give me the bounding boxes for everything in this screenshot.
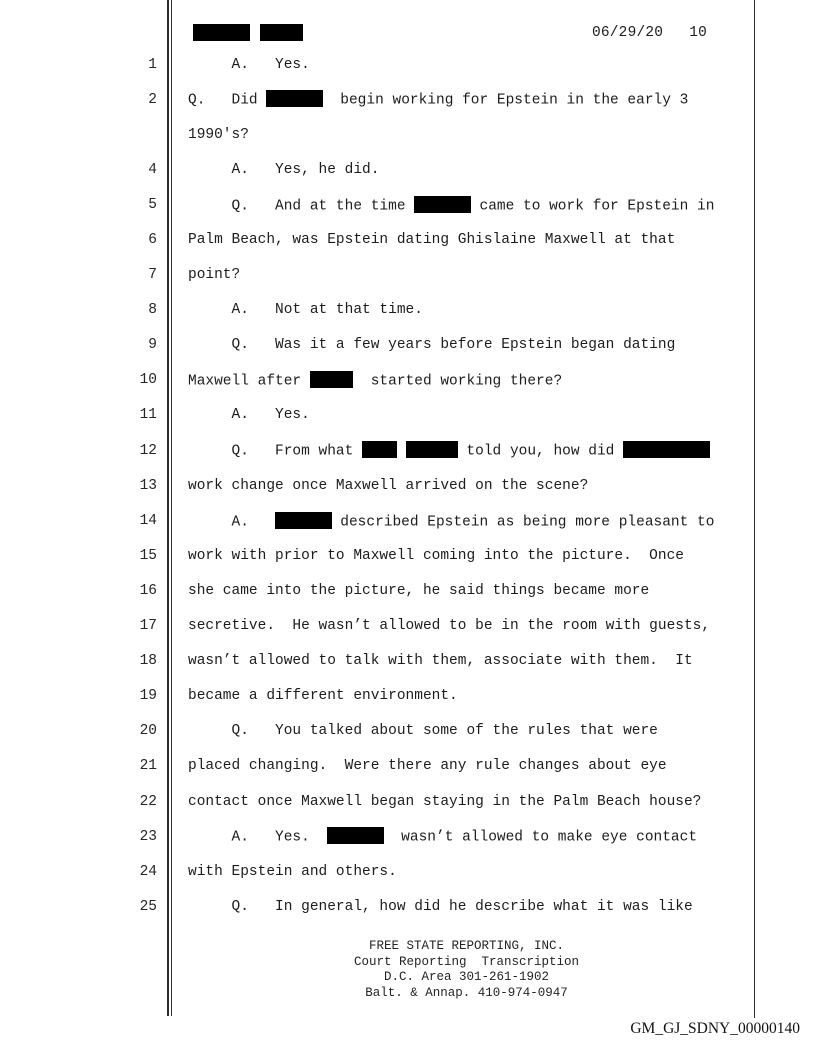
line-text: Q. You talked about some of the rules that were [188, 723, 658, 740]
line-text: contact once Maxwell began staying in the Palm Beach house? [188, 793, 702, 810]
transcript-line [0, 398, 760, 433]
transcript-line [0, 714, 760, 749]
transcript-line [0, 784, 760, 819]
line-number: 1 [148, 56, 157, 73]
line-text: work change once Maxwell arrived on the scene? [188, 477, 589, 494]
line-text: became a different environment. [188, 688, 458, 705]
line-text: wasn’t allowed to talk with them, associate with them. It [188, 653, 693, 670]
transcript-line [0, 82, 760, 117]
redaction-box [193, 24, 250, 41]
transcript-line [0, 187, 760, 222]
line-number: 24 [139, 863, 157, 880]
line-number: 9 [148, 337, 157, 354]
line-number: 19 [139, 688, 157, 705]
line-number: 22 [139, 793, 157, 810]
line-text: A. described Epstein as being more pleasant to [188, 512, 714, 531]
line-number: 20 [139, 723, 157, 740]
line-text: Palm Beach, was Epstein dating Ghislaine Maxwell at that [188, 232, 676, 249]
transcript-line [0, 222, 760, 257]
line-text: she came into the picture, he said things became more [188, 582, 650, 599]
line-number: 5 [148, 196, 157, 213]
transcript-line [0, 503, 760, 538]
line-text: 1990's? [188, 126, 249, 143]
line-number: 15 [139, 547, 157, 564]
redaction-box [310, 371, 354, 388]
line-text: point? [188, 267, 241, 284]
line-text: placed changing. Were there any rule changes about eye [188, 758, 667, 775]
transcript-line [0, 47, 760, 82]
header-date-page [592, 25, 707, 41]
line-number: 7 [148, 267, 157, 284]
redaction-box [266, 90, 323, 107]
line-text: secretive. He wasn’t allowed to be in the room with guests, [188, 618, 711, 635]
header-redactions [193, 24, 303, 41]
header-page-number: 10 [689, 24, 707, 41]
redaction-box [362, 441, 397, 458]
transcript-line [0, 293, 760, 328]
line-number: 10 [139, 372, 157, 389]
line-text: Q. Did begin working for Epstein in the early 3 [188, 90, 688, 109]
redaction-box [406, 441, 458, 458]
transcript-line [0, 573, 760, 608]
line-number: 2 [148, 91, 157, 108]
line-text: work with prior to Maxwell coming into the picture. Once [188, 547, 684, 564]
footer-line: Balt. & Annap. 410-974-0947 [365, 985, 568, 1000]
line-text: Q. And at the time came to work for Epstein in [188, 196, 714, 215]
line-number: 21 [139, 758, 157, 775]
redaction-box [275, 512, 332, 529]
redaction-box [414, 196, 471, 213]
redaction-box [327, 827, 384, 844]
transcript-line [0, 538, 760, 573]
transcript-line [0, 468, 760, 503]
line-number: 8 [148, 302, 157, 319]
line-number: 16 [139, 582, 157, 599]
line-text: Q. From what told you, how did [188, 441, 710, 460]
line-text: Maxwell after started working there? [188, 371, 562, 390]
footer-line: D.C. Area 301-261-1902 [383, 970, 550, 985]
transcript-line [0, 433, 760, 468]
redaction-box [623, 441, 710, 458]
line-number: 12 [139, 442, 157, 459]
transcript-line [0, 117, 760, 152]
transcript-line [0, 679, 760, 714]
line-number: 13 [139, 477, 157, 494]
line-text: A. Yes. [188, 56, 310, 73]
page-header [193, 23, 707, 42]
transcript-line [0, 152, 760, 187]
bates-number: GM_GJ_SDNY_00000140 [630, 1020, 800, 1037]
line-number: 18 [139, 653, 157, 670]
line-text: Q. In general, how did he describe what it was like [188, 898, 693, 915]
header-date: 06/29/20 [591, 24, 664, 41]
line-text: A. Not at that time. [188, 302, 423, 319]
line-text: with Epstein and others. [188, 863, 397, 880]
line-number: 6 [148, 232, 157, 249]
footer-line: Court Reporting Transcription [353, 954, 580, 969]
transcript-line [0, 889, 760, 924]
line-number: 17 [139, 618, 157, 635]
redaction-box [260, 24, 304, 41]
transcript-line [0, 258, 760, 293]
line-number: 11 [139, 407, 157, 424]
line-number: 23 [139, 828, 157, 845]
line-text: A. Yes. [188, 407, 310, 424]
line-number: 25 [139, 898, 157, 915]
line-number: 14 [139, 512, 157, 529]
reporter-footer [188, 939, 745, 1001]
line-number: 4 [148, 161, 157, 178]
footer-line: FREE STATE REPORTING, INC. [368, 939, 565, 953]
transcript-line [0, 363, 760, 398]
transcript-line [0, 644, 760, 679]
transcript-body [0, 47, 760, 924]
transcript-line [0, 819, 760, 854]
transcript-line [0, 854, 760, 889]
transcript-line [0, 609, 760, 644]
line-text: A. Yes. wasn’t allowed to make eye contact [188, 827, 697, 846]
transcript-line [0, 749, 760, 784]
line-text: Q. Was it a few years before Epstein began dating [188, 337, 676, 354]
line-text: A. Yes, he did. [188, 161, 380, 178]
transcript-line [0, 328, 760, 363]
